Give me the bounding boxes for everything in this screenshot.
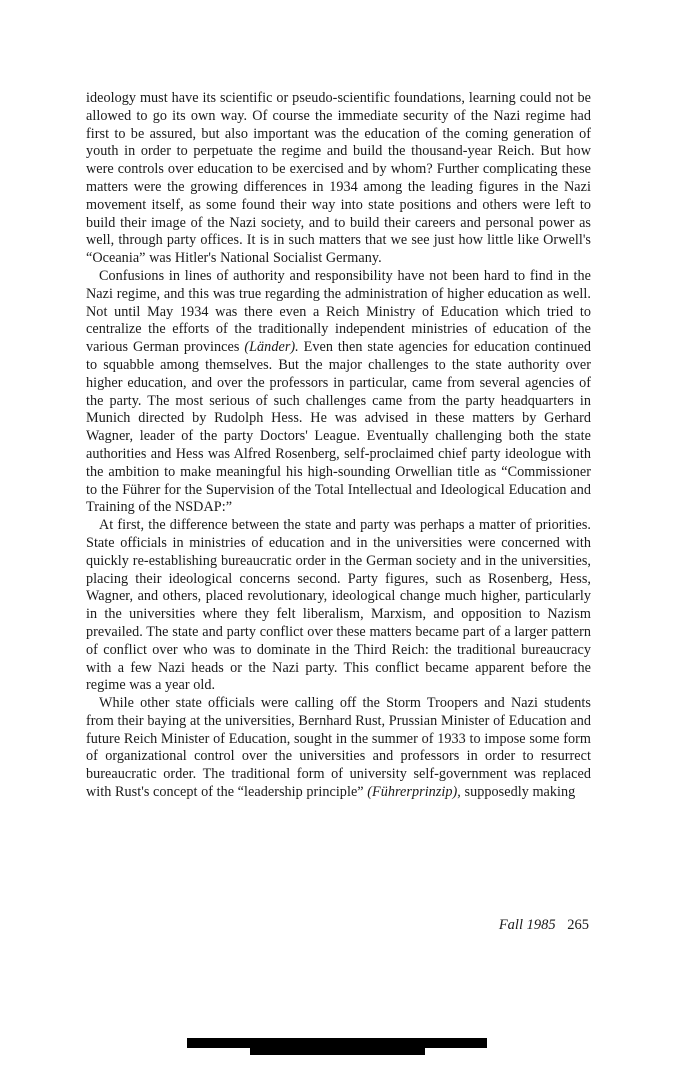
text-run: Even then state agencies for education continued to squabble among themselves. But the major challenges to the state authority over higher education, and over the professors in particular, came from several agencies of the party. The most serious of such challenges came from the party headquarters in Munich directed by Rudolph Hess. He was advised in these matters by Gerhard Wagner, leader of the party Doctors' League. Eventually challenging both the state authorities and Hess was Alfred Rosenberg, self-proclaimed chief party ideologue with the ambition to make meaningful his high-sounding Orwellian title as “Commissioner to the Führer for the Supervision of the Total Intellectual and Ideological Education and Training of the NSDAP:” xyxy=(86,339,591,516)
paragraph-3 xyxy=(86,517,591,695)
text-run: supposedly making xyxy=(460,784,576,801)
body-text xyxy=(86,90,591,802)
italic-term-lander: (Länder). xyxy=(244,339,299,356)
page-number: 265 xyxy=(567,917,589,933)
scan-edge-bar-lower xyxy=(250,1046,425,1055)
journal-issue: Fall 1985 xyxy=(498,917,556,933)
italic-term-fuhrerprinzip: (Führerprinzip), xyxy=(367,784,461,801)
text-run: At first, the difference between the state and party was perhaps a matter of priorities. State officials in ministries of education and in the universities were concerned with quickly re-establishing bureaucratic order in the German society and in the universities, placing their ideological concerns second. Party figures, such as Rosenberg, Hess, Wagner, and others, placed revolutionary, ideological change much higher, particularly in the universities where they felt liberalism, Marxism, and opposition to Nazism prevailed. The state and party conflict over these matters became part of a larger pattern of conflict over who was to dominate in the Third Reich: the traditional bureaucracy with a few Nazi heads or the Nazi party. This conflict became apparent before the regime was a year old. xyxy=(86,517,591,694)
paragraph-1 xyxy=(86,90,591,268)
text-run: Confusions in lines of authority and responsibility have not been hard to find in the Nazi regime, and this was true regarding the administration of higher education as well. Not until May 1934 was there even a Reich Ministry of Education which tried to centralize the efforts of the traditionally independent ministries of education of the various German provinces xyxy=(86,267,591,356)
page-footer xyxy=(499,917,589,934)
text-run: While other state officials were calling off the Storm Troopers and Nazi students from their baying at the universities, Bernhard Rust, Prussian Minister of Education and future Reich Minister of Education, sought in the summer of 1933 to impose some form of organizational control over the universities and professors in order to resurrect bureaucratic order. The traditional form of university self-government was replaced with Rust's concept of the “leadership principle” xyxy=(86,695,591,801)
text-run: ideology must have its scientific or pseudo-scientific foundations, learning could not be allowed to go its own way. Of course the immediate security of the Nazi regime had first to be assured, but also important was the education of the coming generation of youth in order to perpetuate the regime and build the thousand-year Reich. But how were controls over education to be exercised and by whom? Further complicating these matters were the growing differences in 1934 among the leading figures in the Nazi movement itself, as some found their way into state positions and others were left to build their image of the Nazi society, and to build their careers and personal power as well, through party offices. It is in such matters that we see just how little like Orwell's “Oceania” was Hitler's National Socialist Germany. xyxy=(86,90,591,267)
paragraph-4 xyxy=(86,695,591,802)
paragraph-2 xyxy=(86,268,591,517)
